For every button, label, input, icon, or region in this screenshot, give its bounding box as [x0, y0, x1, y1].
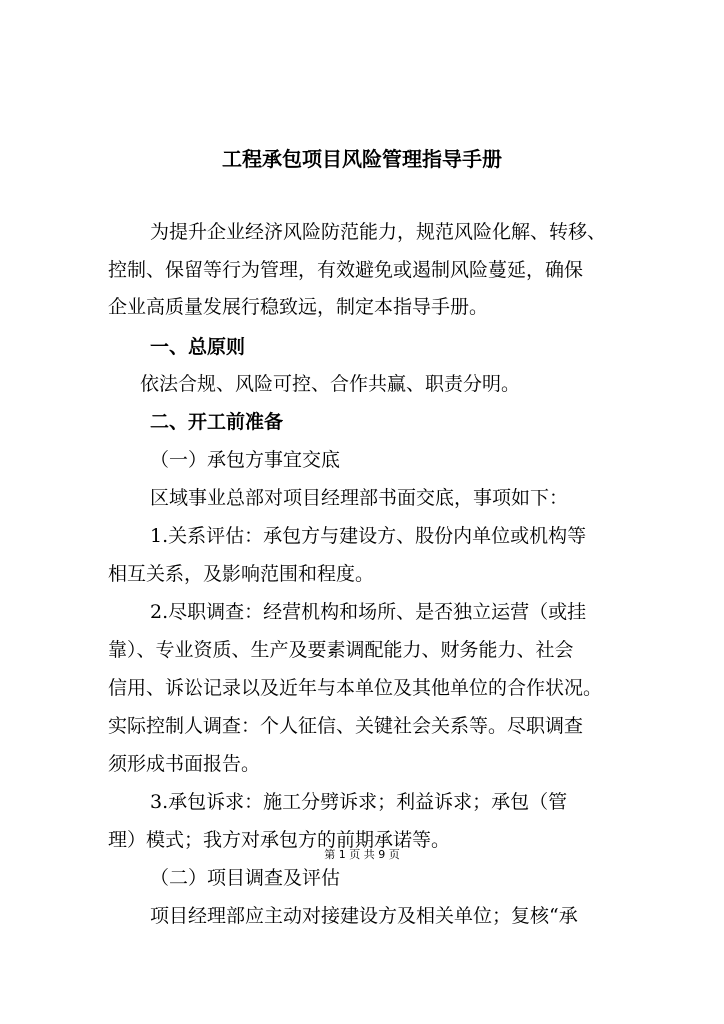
item-2-line-3: 信用、诉讼记录以及近年与本单位及其他单位的合作状况。 — [108, 677, 603, 699]
item-1-line-2: 相互关系，及影响范围和程度。 — [108, 563, 375, 585]
section-1-text: 依法合规、风险可控、合作共赢、职责分明。 — [140, 373, 521, 395]
item-2-line-5: 须形成书面报告。 — [108, 753, 261, 775]
item-2-line-4: 实际控制人调查：个人征信、关键社会关系等。尽职调查 — [108, 715, 584, 737]
section-2-heading: 二、开工前准备 — [150, 411, 284, 433]
item-1-line-1: 1.关系评估：承包方与建设方、股份内单位或机构等 — [150, 525, 587, 547]
document-title: 工程承包项目风险管理指导手册 — [222, 147, 502, 171]
item-2-line-1: 2.尽职调查：经营机构和场所、是否独立运营（或挂 — [150, 601, 587, 623]
intro-line-3: 企业高质量发展行稳致远，制定本指导手册。 — [108, 296, 489, 318]
subsection-2-text: 项目经理部应主动对接建设方及相关单位；复核“承 — [150, 905, 578, 927]
intro-line-2: 控制、保留等行为管理，有效避免或遏制风险蔓延，确保 — [108, 259, 584, 281]
item-3-line-2: 理）模式；我方对承包方的前期承诺等。 — [108, 829, 451, 851]
page-footer: 第 1 页 共 9 页 — [324, 848, 400, 861]
item-3-line-1: 3.承包诉求：施工分劈诉求；利益诉求；承包（管 — [150, 791, 568, 813]
section-1-heading: 一、总原则 — [150, 336, 246, 358]
intro-line-1: 为提升企业经济风险防范能力，规范风险化解、转移、 — [150, 221, 607, 243]
subsection-2-heading: （二）项目调查及评估 — [150, 867, 341, 889]
subsection-1-intro: 区域事业总部对项目经理部书面交底，事项如下： — [150, 487, 569, 509]
item-2-line-2: 靠）、专业资质、生产及要素调配能力、财务能力、社会 — [108, 639, 574, 661]
subsection-1-heading: （一）承包方事宜交底 — [150, 449, 341, 471]
